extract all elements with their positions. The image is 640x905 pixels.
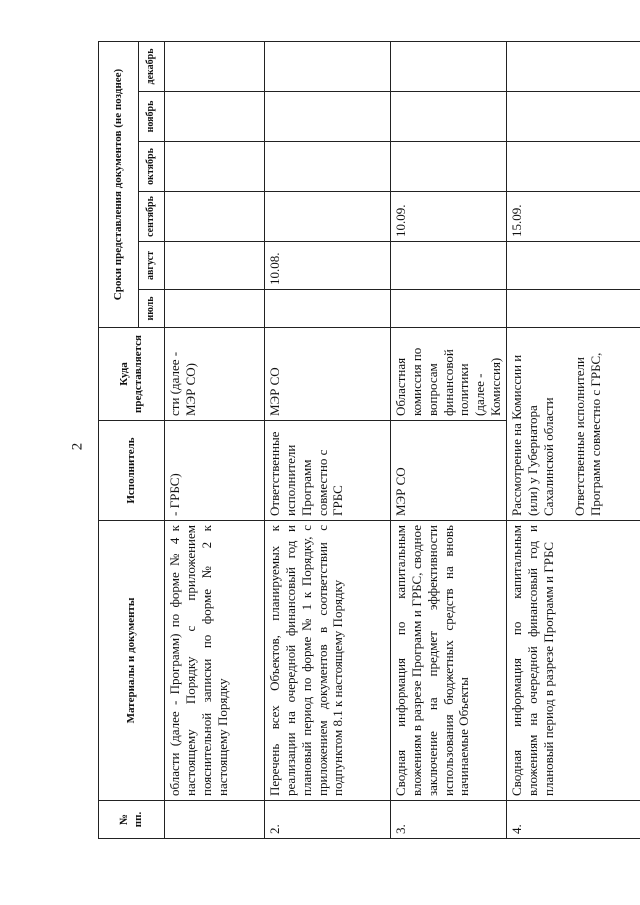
row-materials: Перечень всех Объектов, планируемых к реализации на очередной финансовый год и плановый период по форме № 1 к Порядку, с приложением документов в соответствии с подпунктом 8.1 к настоящему Порядку xyxy=(265,521,391,801)
row-materials: Сводная информация по капитальным вложениям на очередной финансовый год и плановый период в разрезе Программ и ГРБС xyxy=(507,521,640,801)
row-date-august xyxy=(165,242,265,290)
row-date-september xyxy=(165,192,265,242)
row-date-december xyxy=(165,41,265,91)
row-date-september: 10.09. xyxy=(391,192,507,242)
row-date-november xyxy=(507,92,640,142)
header-destination: Куда представляется xyxy=(99,328,165,421)
row-num: 3. xyxy=(391,801,507,839)
header-month-august: август xyxy=(139,242,165,290)
row-num xyxy=(165,801,265,839)
schedule-table xyxy=(98,41,640,839)
header-month-november: ноябрь xyxy=(139,92,165,142)
header-deadlines: Сроки представления документов (не позднее) xyxy=(99,41,139,327)
table-row xyxy=(391,41,507,838)
row-date-november xyxy=(265,92,391,142)
header-executor: Исполнитель xyxy=(99,421,165,521)
row-destination: Областная комиссия по вопросам финансовой политики (далее - Комиссия) xyxy=(391,328,507,421)
row-date-july xyxy=(165,290,265,328)
row-date-august: 10.08. xyxy=(265,242,391,290)
rotated-table-container xyxy=(98,42,640,839)
header-month-july: июль xyxy=(139,290,165,328)
row-date-december xyxy=(265,41,391,91)
page-number: 2 xyxy=(69,442,86,451)
row-date-december xyxy=(391,41,507,91)
table-row xyxy=(165,41,265,838)
row-materials: области (далее - Программ) по форме № 4 к настоящему Порядку с приложением пояснительной записки по форме № 2 к настоящему Порядку xyxy=(165,521,265,801)
row-date-september: 15.09. xyxy=(507,192,640,242)
header-materials: Материалы и документы xyxy=(99,521,165,801)
header-month-december: декабрь xyxy=(139,41,165,91)
row-date-august xyxy=(391,242,507,290)
row-num: 4. xyxy=(507,801,640,839)
row-destination: сти (далее - МЭР СО) xyxy=(165,328,265,421)
row-date-august xyxy=(507,242,640,290)
table-frame xyxy=(98,42,640,839)
row-date-november xyxy=(165,92,265,142)
row-num: 2. xyxy=(265,801,391,839)
row-date-october xyxy=(165,142,265,192)
row-materials: Сводная информация по капитальным вложениям в разрезе Программ и ГРБС, сводное заключение на предмет эффективности использования бюджетных средств на вновь начинаемые Объекты xyxy=(391,521,507,801)
row-date-october xyxy=(391,142,507,192)
row-date-october xyxy=(265,142,391,192)
header-month-september: сентябрь xyxy=(139,192,165,242)
row-executor: - ГРБС) xyxy=(165,421,265,521)
table-row xyxy=(265,41,391,838)
row-executor: Ответственные исполнители Программ совместно с ГРБС xyxy=(265,421,391,521)
row-date-november xyxy=(391,92,507,142)
row-executor: МЭР СО xyxy=(391,421,507,521)
row-date-july xyxy=(507,290,640,328)
row-date-october xyxy=(507,142,640,192)
row-date-july xyxy=(265,290,391,328)
row-date-september xyxy=(265,192,391,242)
table-row xyxy=(507,41,640,838)
row-date-july xyxy=(391,290,507,328)
header-num: № пп. xyxy=(99,801,165,839)
row-date-december xyxy=(507,41,640,91)
row-executor: Рассмотрение на Комиссии и (или) у Губернатора Сахалинской области Ответственные исполнители Программ совместно с ГРБС, xyxy=(507,328,640,521)
header-month-october: октябрь xyxy=(139,142,165,192)
row-destination: МЭР СО xyxy=(265,328,391,421)
